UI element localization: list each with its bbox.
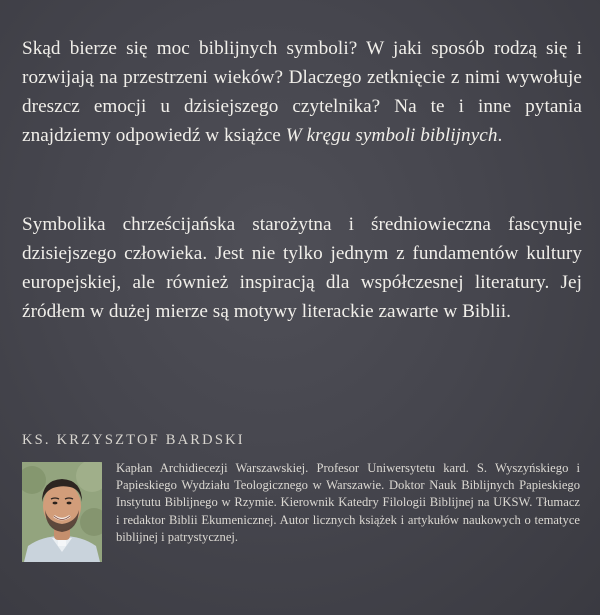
author-bio: Kapłan Archidiecezji Warszawskiej. Profesor Uniwersytetu kard. S. Wyszyńskiego i Papieskiego Wydziału Teologicznego w Warszawie. Doktor Nauk Biblijnych Papieskiego Instytutu Biblijnego w Rzymie. Kierownik Katedry Filologii Biblijnej na UKSW. Tłumacz i redaktor Biblii Ekumenicznej. Autor licznych książek i artykułów naukowych o tematyce biblijnej i patrystycznej. — [116, 461, 580, 544]
author-portrait-icon — [22, 462, 102, 562]
book-title-italic: W kręgu symboli biblijnych — [285, 125, 498, 146]
blurb-paragraph-1-end: . — [497, 125, 503, 146]
blurb-paragraph-1-text: Skąd bierze się moc biblijnych symboli? W jaki sposób rodzą się i rozwijają na przestrzeni wieków? Dlaczego zetknięcie z nimi wywołuje dreszcz emocji u dzisiejszego czytelnika? Na te i inne pytania znajdziemy odpowiedź w książce — [22, 38, 582, 146]
author-name: KS. KRZYSZTOF BARDSKI — [22, 432, 245, 448]
blurb-paragraph-1 — [22, 34, 582, 150]
blurb-paragraph-2: Symbolika chrześcijańska starożytna i średniowieczna fascynuje dzisiejszego człowieka. Jest nie tylko jednym z fundamentów kultury europejskiej, ale również inspiracją dla współczesnej literatury. Jej źródłem w dużej mierze są motywy literackie zawarte w Biblii. — [22, 214, 582, 322]
author-section — [22, 432, 582, 544]
author-portrait — [22, 462, 102, 562]
